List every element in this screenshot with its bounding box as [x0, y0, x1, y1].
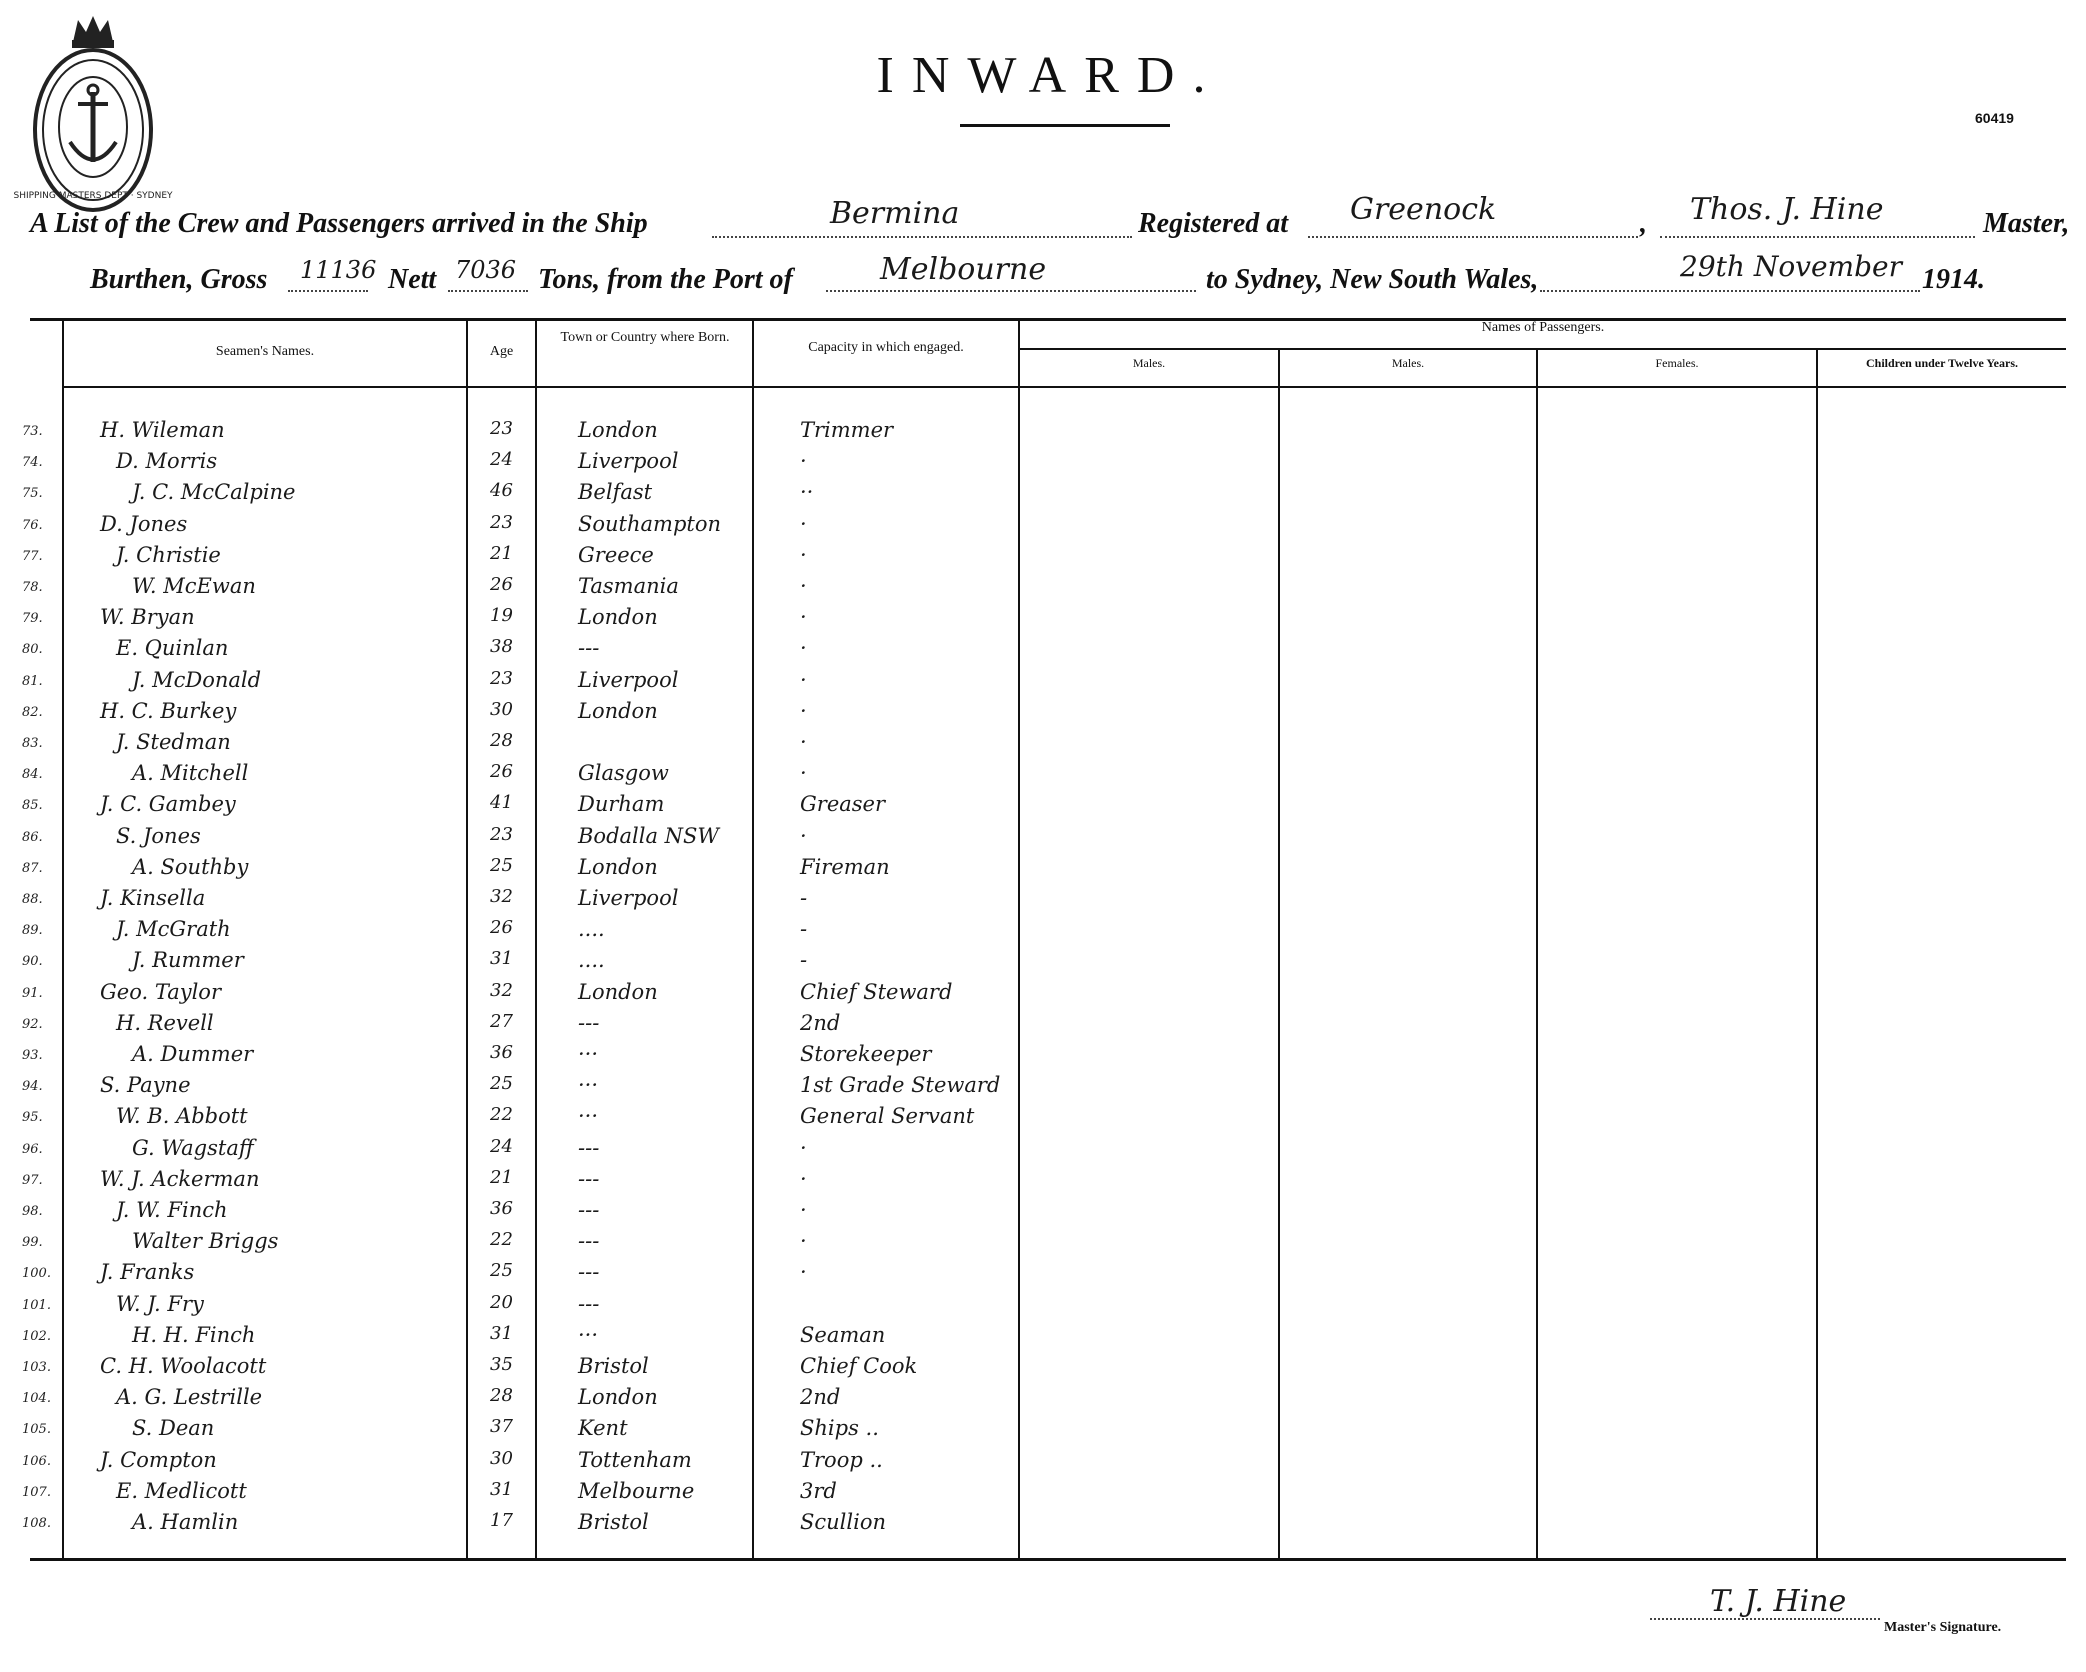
seaman-town: Tottenham — [578, 1448, 692, 1472]
nett-label: Nett — [388, 264, 437, 295]
row-number: 97. — [22, 1173, 43, 1188]
row-number: 100. — [22, 1266, 51, 1281]
seaman-age: 25 — [490, 1260, 513, 1281]
col-divider-females — [1536, 350, 1538, 1558]
seaman-name: D. Morris — [116, 449, 218, 473]
seaman-capacity: Scullion — [800, 1510, 886, 1534]
seaman-age: 31 — [490, 948, 513, 969]
seaman-age: 28 — [490, 1385, 513, 1406]
seaman-capacity: Fireman — [800, 855, 890, 879]
seaman-name: J. Kinsella — [100, 886, 206, 910]
seaman-name: S. Payne — [100, 1073, 191, 1097]
row-number: 85. — [22, 798, 43, 813]
seaman-capacity: · — [800, 605, 807, 629]
seaman-name: S. Dean — [132, 1416, 215, 1440]
header-age: Age — [489, 344, 514, 359]
seaman-capacity: Trimmer — [800, 418, 894, 442]
seaman-name: C. H. Woolacott — [100, 1354, 267, 1378]
seaman-name: D. Jones — [100, 512, 188, 536]
row-number: 102. — [22, 1329, 51, 1344]
seaman-name: H. Revell — [116, 1011, 214, 1035]
row-number: 87. — [22, 861, 43, 876]
seaman-capacity: · — [800, 449, 807, 473]
seaman-name: H. H. Finch — [132, 1323, 256, 1347]
seaman-age: 25 — [490, 1073, 513, 1094]
row-number: 105. — [22, 1422, 51, 1437]
seaman-town: London — [578, 980, 658, 1004]
seaman-name: J. Stedman — [116, 730, 231, 754]
gross-dots — [288, 290, 368, 292]
seaman-capacity: · — [800, 699, 807, 723]
col-divider-males2 — [1278, 350, 1280, 1558]
seaman-capacity: · — [800, 761, 807, 785]
seaman-town: Bristol — [578, 1510, 649, 1534]
seaman-name: J. Franks — [100, 1260, 195, 1284]
passenger-subheader-rule — [1018, 348, 2066, 350]
seaman-town: Durham — [578, 792, 665, 816]
seaman-capacity: ·· — [800, 480, 814, 504]
seaman-town: ··· — [578, 1104, 599, 1128]
row-number: 94. — [22, 1079, 43, 1094]
seaman-capacity: - — [800, 917, 808, 941]
header-capacity: Capacity in which engaged. — [808, 340, 964, 355]
header-males-1: Males. — [1132, 356, 1166, 370]
seaman-town: Glasgow — [578, 761, 669, 785]
header-males-2: Males. — [1391, 356, 1425, 370]
signature-dots — [1650, 1618, 1880, 1620]
seaman-age: 32 — [490, 980, 513, 1001]
seaman-capacity: · — [800, 574, 807, 598]
row-number: 89. — [22, 923, 43, 938]
shipping-masters-seal — [13, 12, 173, 202]
seaman-capacity: Chief Cook — [800, 1354, 918, 1378]
row-number: 78. — [22, 580, 43, 595]
seaman-capacity: Storekeeper — [800, 1042, 932, 1066]
seaman-capacity: · — [800, 730, 807, 754]
row-number: 106. — [22, 1454, 51, 1469]
seaman-name: W. B. Abbott — [116, 1104, 248, 1128]
col-divider-town — [535, 320, 537, 1558]
row-number: 82. — [22, 705, 43, 720]
seaman-capacity: · — [800, 1167, 807, 1191]
seaman-name: J. McGrath — [116, 917, 231, 941]
row-number: 90. — [22, 954, 43, 969]
seaman-town: Belfast — [578, 480, 653, 504]
seaman-name: H. C. Burkey — [100, 699, 237, 723]
seaman-age: 32 — [490, 886, 513, 907]
from-port-dots — [826, 290, 1196, 292]
seaman-town: --- — [578, 1167, 600, 1191]
seaman-town: Melbourne — [578, 1479, 695, 1503]
to-label: to Sydney, New South Wales, — [1206, 264, 1539, 295]
col-divider-age — [466, 320, 468, 1558]
from-port: Melbourne — [880, 252, 1047, 287]
seaman-town: Liverpool — [578, 449, 679, 473]
master-name: Thos. J. Hine — [1690, 192, 1884, 227]
row-number: 107. — [22, 1485, 51, 1500]
seaman-age: 23 — [490, 418, 513, 439]
seaman-name: W. McEwan — [132, 574, 256, 598]
seaman-age: 38 — [490, 636, 513, 657]
seaman-town: Bristol — [578, 1354, 649, 1378]
col-divider-passengers — [1018, 320, 1020, 1558]
seaman-capacity: · — [800, 636, 807, 660]
row-number: 103. — [22, 1360, 51, 1375]
seaman-town: Kent — [578, 1416, 628, 1440]
seaman-capacity: · — [800, 512, 807, 536]
seaman-age: 22 — [490, 1229, 513, 1250]
row-number: 84. — [22, 767, 43, 782]
burthen-label: Burthen, Gross — [90, 264, 268, 295]
seaman-age: 23 — [490, 668, 513, 689]
gross-tonnage: 11136 — [300, 256, 377, 284]
seaman-town: London — [578, 1385, 658, 1409]
header-passengers: Names of Passengers. — [1481, 320, 1605, 335]
seaman-capacity: Ships .. — [800, 1416, 879, 1440]
master-label: Master, — [1983, 208, 2070, 239]
seaman-town: ··· — [578, 1073, 599, 1097]
col-divider-capacity — [752, 320, 754, 1558]
seaman-age: 19 — [490, 605, 513, 626]
seaman-name: H. Wileman — [100, 418, 225, 442]
seaman-town: Southampton — [578, 512, 722, 536]
seaman-name: G. Wagstaff — [132, 1136, 254, 1160]
seaman-capacity: Greaser — [800, 792, 886, 816]
seaman-capacity: · — [800, 668, 807, 692]
row-number: 75. — [22, 486, 43, 501]
row-number: 80. — [22, 642, 43, 657]
date-dots — [1540, 290, 1920, 292]
seaman-age: 26 — [490, 917, 513, 938]
seaman-capacity: Seaman — [800, 1323, 886, 1347]
ship-name: Bermina — [830, 196, 960, 231]
seaman-town: --- — [578, 1011, 600, 1035]
seaman-age: 26 — [490, 761, 513, 782]
seaman-name: J. Compton — [100, 1448, 217, 1472]
seaman-capacity: · — [800, 1136, 807, 1160]
row-number: 104. — [22, 1391, 51, 1406]
seaman-age: 17 — [490, 1510, 513, 1531]
registered-port-dots — [1308, 236, 1638, 238]
row-number: 96. — [22, 1142, 43, 1157]
master-signature: T. J. Hine — [1710, 1584, 1847, 1619]
row-number: 79. — [22, 611, 43, 626]
page-title: INWARD. — [876, 47, 1224, 104]
seaman-name: E. Medlicott — [116, 1479, 247, 1503]
col-divider-margin — [62, 320, 64, 1558]
row-number: 99. — [22, 1235, 43, 1250]
row-number: 98. — [22, 1204, 43, 1219]
col-divider-children — [1816, 350, 1818, 1558]
form-number: 60419 — [1975, 110, 2014, 126]
seaman-name: Geo. Taylor — [100, 980, 221, 1004]
seaman-capacity: Chief Steward — [800, 980, 953, 1004]
seaman-capacity: 2nd — [800, 1385, 841, 1409]
seaman-town: Bodalla NSW — [578, 824, 720, 848]
nett-dots — [448, 290, 528, 292]
seaman-age: 21 — [490, 1167, 513, 1188]
seaman-capacity: · — [800, 1198, 807, 1222]
seaman-age: 37 — [490, 1416, 513, 1437]
seaman-town: --- — [578, 1260, 600, 1284]
svg-text:SHIPPING MASTERS DEPT · SYDNEY: SHIPPING MASTERS DEPT · SYDNEY — [13, 191, 173, 201]
table-header-rule — [62, 386, 2066, 388]
seaman-town: London — [578, 699, 658, 723]
comma: , — [1640, 208, 1647, 239]
seaman-name: S. Jones — [116, 824, 201, 848]
seaman-age: 20 — [490, 1292, 513, 1313]
seaman-capacity: · — [800, 1260, 807, 1284]
seaman-capacity: · — [800, 543, 807, 567]
seaman-age: 21 — [490, 543, 513, 564]
row-number: 76. — [22, 518, 43, 533]
master-name-dots — [1660, 236, 1975, 238]
header-children: Children under Twelve Years. — [1865, 356, 2018, 370]
seaman-age: 23 — [490, 512, 513, 533]
seaman-age: 46 — [490, 480, 513, 501]
seaman-name: W. Bryan — [100, 605, 195, 629]
seaman-name: A. G. Lestrille — [116, 1385, 263, 1409]
seaman-age: 41 — [490, 792, 513, 813]
seaman-town: London — [578, 418, 658, 442]
seaman-town: --- — [578, 1292, 600, 1316]
seaman-age: 30 — [490, 1448, 513, 1469]
seaman-capacity: 2nd — [800, 1011, 841, 1035]
row-number: 81. — [22, 674, 43, 689]
seaman-age: 24 — [490, 449, 513, 470]
seaman-name: A. Hamlin — [132, 1510, 239, 1534]
row-number: 95. — [22, 1110, 43, 1125]
seaman-name: J. C. McCalpine — [132, 480, 296, 504]
seaman-age: 36 — [490, 1198, 513, 1219]
seaman-town: --- — [578, 1136, 600, 1160]
seaman-name: E. Quinlan — [116, 636, 229, 660]
seaman-name: Walter Briggs — [132, 1229, 279, 1253]
row-number: 101. — [22, 1298, 51, 1313]
seaman-name: J. Christie — [116, 543, 221, 567]
row-number: 73. — [22, 424, 43, 439]
header-town: Town or Country where Born. — [560, 330, 730, 345]
seaman-town: Liverpool — [578, 886, 679, 910]
tons-label: Tons, from the Port of — [538, 264, 793, 295]
seaman-age: 30 — [490, 699, 513, 720]
seaman-capacity: - — [800, 886, 808, 910]
seaman-name: J. C. Gambey — [100, 792, 236, 816]
registered-label: Registered at — [1138, 208, 1289, 239]
seaman-capacity: · — [800, 1229, 807, 1253]
seaman-age: 23 — [490, 824, 513, 845]
ship-name-dots — [712, 236, 1132, 238]
seaman-town: --- — [578, 636, 600, 660]
row-number: 83. — [22, 736, 43, 751]
seaman-name: J. W. Finch — [116, 1198, 228, 1222]
table-bottom-rule — [30, 1558, 2066, 1561]
seaman-capacity: Troop .. — [800, 1448, 883, 1472]
seaman-town: ··· — [578, 1323, 599, 1347]
row-number: 86. — [22, 830, 43, 845]
seaman-age: 31 — [490, 1323, 513, 1344]
row-number: 88. — [22, 892, 43, 907]
nett-tonnage: 7036 — [455, 256, 517, 284]
seaman-name: A. Dummer — [132, 1042, 254, 1066]
seaman-capacity: 1st Grade Steward — [800, 1073, 1001, 1097]
date-year-value: 1914 — [1922, 264, 1978, 295]
registered-port: Greenock — [1350, 192, 1497, 227]
seaman-town: London — [578, 605, 658, 629]
date-day-month: 29th November — [1680, 250, 1902, 283]
seaman-town: ··· — [578, 1042, 599, 1066]
seaman-age: 36 — [490, 1042, 513, 1063]
seaman-town: --- — [578, 1229, 600, 1253]
seaman-capacity: 3rd — [800, 1479, 837, 1503]
signature-label: Master's Signature. — [1884, 1620, 2002, 1635]
seaman-age: 24 — [490, 1136, 513, 1157]
seaman-age: 35 — [490, 1354, 513, 1375]
seaman-name: A. Southby — [132, 855, 249, 879]
seaman-age: 31 — [490, 1479, 513, 1500]
seaman-name: J. Rummer — [132, 948, 244, 972]
seaman-town: .... — [578, 948, 605, 972]
header-seamen-names: Seamen's Names. — [215, 344, 315, 359]
seaman-town: Liverpool — [578, 668, 679, 692]
seaman-age: 22 — [490, 1104, 513, 1125]
seaman-age: 25 — [490, 855, 513, 876]
seaman-town: .... — [578, 917, 605, 941]
seaman-age: 27 — [490, 1011, 513, 1032]
seaman-town: --- — [578, 1198, 600, 1222]
seaman-capacity: · — [800, 824, 807, 848]
row-number: 108. — [22, 1516, 51, 1531]
title-underline — [960, 124, 1170, 127]
seaman-age: 26 — [490, 574, 513, 595]
seaman-capacity: - — [800, 948, 808, 972]
seaman-town: London — [578, 855, 658, 879]
row-number: 93. — [22, 1048, 43, 1063]
row-number: 77. — [22, 549, 43, 564]
seaman-name: J. McDonald — [132, 668, 262, 692]
row-number: 74. — [22, 455, 43, 470]
date-year-period: . — [1978, 264, 1985, 295]
header-females: Females. — [1655, 356, 1699, 370]
row-number: 91. — [22, 986, 43, 1001]
seaman-capacity: General Servant — [800, 1104, 975, 1128]
seaman-town: Greece — [578, 543, 654, 567]
seaman-name: W. J. Fry — [116, 1292, 204, 1316]
row-number: 92. — [22, 1017, 43, 1032]
seaman-name: W. J. Ackerman — [100, 1167, 260, 1191]
seaman-town: Tasmania — [578, 574, 679, 598]
seaman-age: 28 — [490, 730, 513, 751]
date-year — [1922, 264, 1985, 296]
seaman-name: A. Mitchell — [132, 761, 249, 785]
declaration-line1-prefix: A List of the Crew and Passengers arrived in the Ship — [30, 208, 648, 239]
